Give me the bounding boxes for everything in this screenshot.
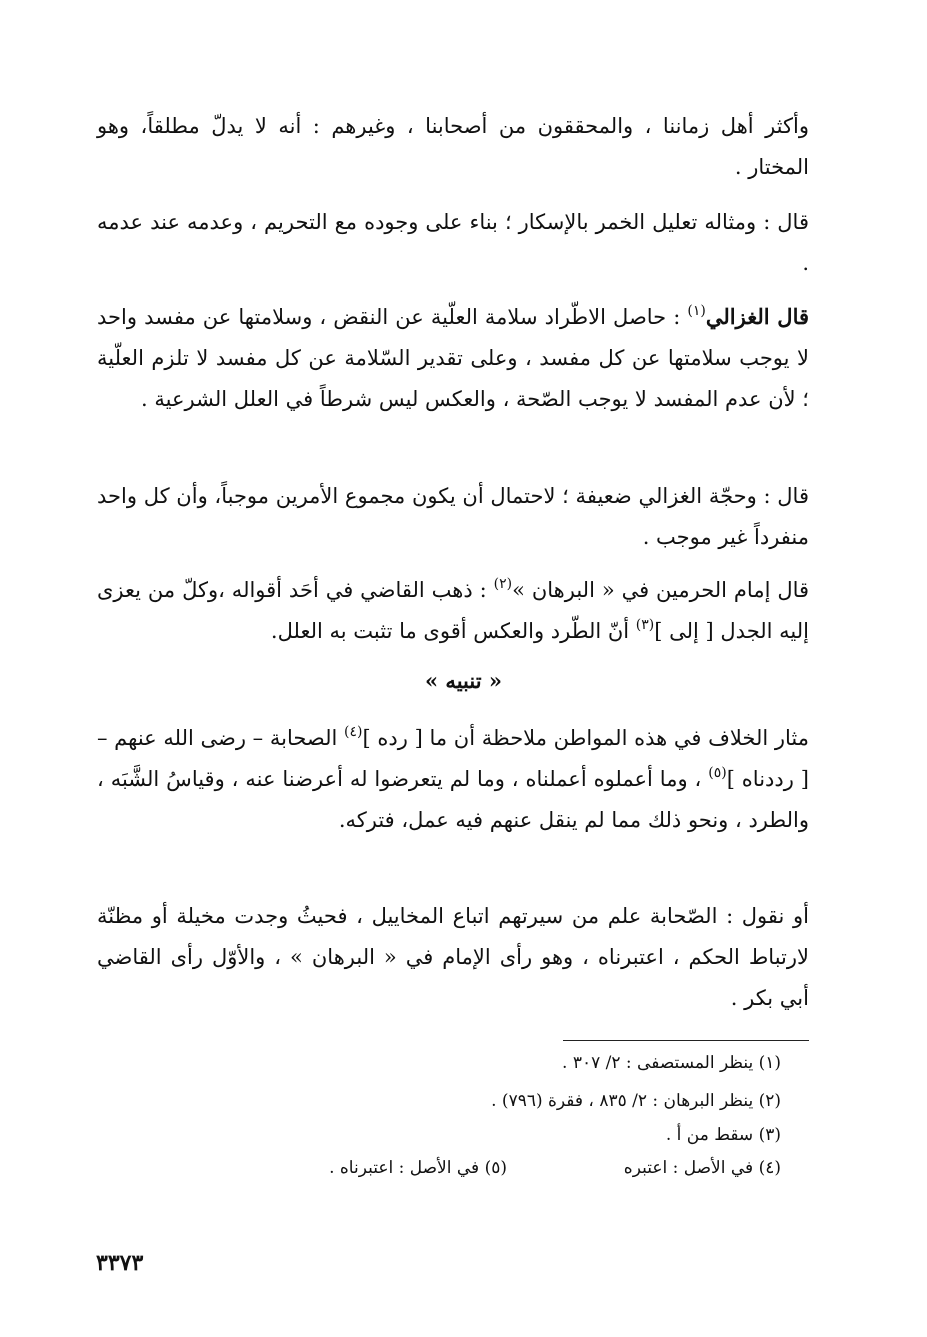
footnote-ref-3: (٣) [635,617,655,633]
footnote-ref-1: (١) [687,303,706,319]
section-heading: « تنبيه » [425,668,502,693]
paragraph-6 [97,718,809,841]
paragraph-1 [97,106,809,188]
footnote-divider [563,1040,809,1041]
paragraph-5-text-c: أنّ الطّرد والعكس أقوى ما تثبت به العلل. [270,619,636,643]
paragraph-2-text: قال : ومثاله تعليل الخمر بالإسكار ؛ بناء على وجوده مع التحريم ، وعدمه عند عدمه . [97,210,809,275]
paragraph-5-text-a: قال إمام الحرمين في « البرهان » [512,578,810,602]
paragraph-7 [97,896,809,1019]
paragraph-6-text-c: ، وما أعملوه أعملناه ، وما لم يتعرضوا له أعرضنا عنه ، وقياسُ الشَّبَه ، والطرد ، ونحو ذلك مما لم ينقل عنهم فيه عمل، فتركه. [97,767,809,832]
paragraph-3-lead: قال الغزالي [705,304,810,329]
footnote-ref-5: (٥) [708,765,727,781]
paragraph-3 [97,296,809,420]
paragraph-6-text-a: مثار الخلاف في هذه المواطن ملاحظة أن ما [ رده ] [362,726,809,750]
footnote-ref-4: (٤) [344,724,363,740]
paragraph-6-text-b: الصحابة – رضى الله عنهم – [ رددناه ] [97,726,810,791]
paragraph-4 [97,476,809,558]
footnote-ref-2: (٢) [493,576,513,592]
paragraph-7-text: أو نقول : الصّحابة علم من سيرتهم اتباع المخاييل ، فحيثُ وجدت مخيلة أو مظنّة لارتباط الحكم ، اعتبرناه ، وهو رأى الإمام في « البرهان » ، والأوّل رأى القاضي أبي بكر . [97,904,809,1010]
footnote-5: (٥) في الأصل : اعتبرناه . [329,1158,507,1178]
paragraph-5 [97,570,809,652]
footnote-1: (١) ينظر المستصفى : ٢/ ٣٠٧ . [562,1053,781,1073]
page-number: ٣٣٧٣ [96,1250,144,1276]
footnote-2: (٢) ينظر البرهان : ٢/ ٨٣٥ ، فقرة (٧٩٦) . [491,1091,781,1111]
paragraph-2 [97,202,809,284]
footnote-4: (٤) في الأصل : اعتبره [623,1158,781,1178]
footnote-3: (٣) سقط من أ . [665,1125,781,1145]
paragraph-3-text: : حاصل الاطّراد سلامة العلّية عن النقض ، وسلامتها عن مفسد واحد لا يوجب سلامتها عن كل مفسد ، وعلى تقدير السّلامة عن كل مفسد لا تلزم العلّية ؛ لأن عدم المفسد لا يوجب الصّحة ، والعكس ليس شرطاً في العلل الشرعية . [97,305,809,411]
paragraph-1-text: وأكثر أهل زماننا ، والمحققون من أصحابنا ، وغيرهم : أنه لا يدلّ مطلقاً، وهو المختار . [97,114,809,179]
paragraph-4-text: قال : وحجّة الغزالي ضعيفة ؛ لاحتمال أن يكون مجموع الأمرين موجباً، وأن كل واحد منفرداً غير موجب . [97,484,809,549]
paragraph-5-text-b: : ذهب القاضي في أحَد أقواله ،وكلّ من يعزى إليه الجدل [ إلى ] [97,578,809,643]
